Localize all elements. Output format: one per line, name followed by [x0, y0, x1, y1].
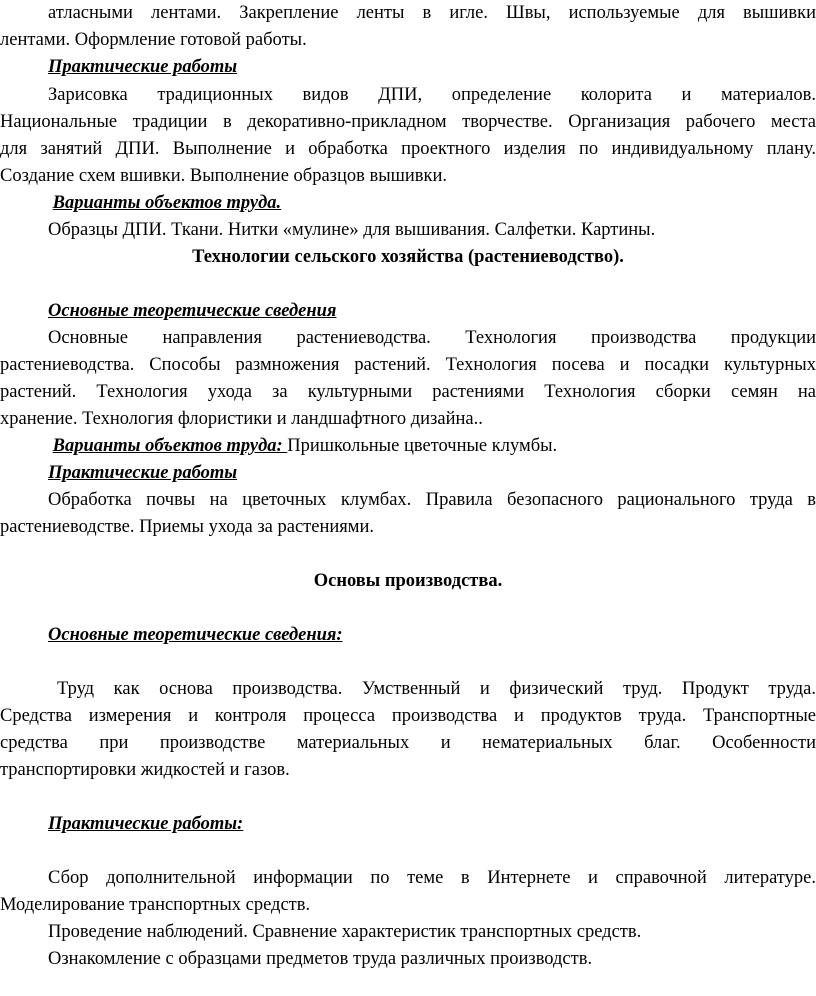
practical-heading: Практические работы [48, 57, 238, 77]
paragraph-line: Национальные традиции в декоративно-прикладном творчестве. Организация рабочего места [0, 112, 816, 132]
paragraph-line: лентами. Оформление готовой работы. [0, 30, 307, 50]
paragraph-line: Основные направления растениеводства. Технология производства продукции [48, 328, 816, 348]
paragraph-line: растений. Технология ухода за культурными растениями Технология сборки семян на [0, 382, 816, 402]
variants-text: Пришкольные цветочные клумбы. [287, 436, 558, 456]
variants-heading: Варианты объектов труда. [52, 193, 282, 213]
practical-heading: Практические работы: [48, 814, 244, 834]
paragraph-line: Труд как основа производства. Умственный и физический труд. Продукт труда. [57, 679, 816, 699]
section-title: Технологии сельского хозяйства (растениеводство). [192, 247, 624, 267]
paragraph-line: средства при производстве материальных и нематериальных благ. Особенности [0, 733, 816, 753]
paragraph-line: для занятий ДПИ. Выполнение и обработка проектного изделия по индивидуальному плану. [0, 139, 816, 159]
section-subheading [48, 300, 816, 322]
paragraph-line: Моделирование транспортных средств. [0, 895, 311, 915]
variants-heading: Варианты объектов труда: [52, 436, 288, 456]
paragraph-line: транспортировки жидкостей и газов. [0, 760, 290, 780]
section-subheading [48, 462, 816, 484]
theory-heading: Основные теоретические сведения: [48, 625, 343, 645]
variants-line [48, 435, 816, 457]
paragraph-line: хранение. Технология флористики и ландшафтного дизайна.. [0, 409, 483, 429]
paragraph-line: Обработка почвы на цветочных клумбах. Правила безопасного рационального труда в [48, 490, 816, 510]
paragraph-line: Ознакомление с образцами предметов труда различных производств. [48, 949, 593, 969]
section-title: Основы производства. [313, 571, 503, 591]
paragraph-line: растениеводства. Способы размножения растений. Технология посева и посадки культурных [0, 355, 816, 375]
section-subheading [48, 56, 816, 78]
section-subheading [48, 813, 816, 835]
paragraph-line: Сбор дополнительной информации по теме в Интернете и справочной литературе. [48, 868, 816, 888]
paragraph-line: Образцы ДПИ. Ткани. Нитки «мулине» для вышивания. Салфетки. Картины. [48, 220, 656, 240]
section-subheading [48, 624, 816, 646]
paragraph-line: Зарисовка традиционных видов ДПИ, определение колорита и материалов. [48, 85, 816, 105]
section-subheading [48, 192, 816, 214]
paragraph-line: атласными лентами. Закрепление ленты в игле. Швы, используемые для вышивки [48, 3, 816, 23]
paragraph-line: растениеводстве. Приемы ухода за растениями. [0, 517, 375, 537]
paragraph-line: Проведение наблюдений. Сравнение характеристик транспортных средств. [48, 922, 642, 942]
practical-heading: Практические работы [48, 463, 238, 483]
paragraph-line: Создание схем вшивки. Выполнение образцов вышивки. [0, 166, 448, 186]
paragraph-line: Средства измерения и контроля процесса производства и продуктов труда. Транспортные [0, 706, 816, 726]
theory-heading: Основные теоретические сведения [48, 301, 337, 321]
